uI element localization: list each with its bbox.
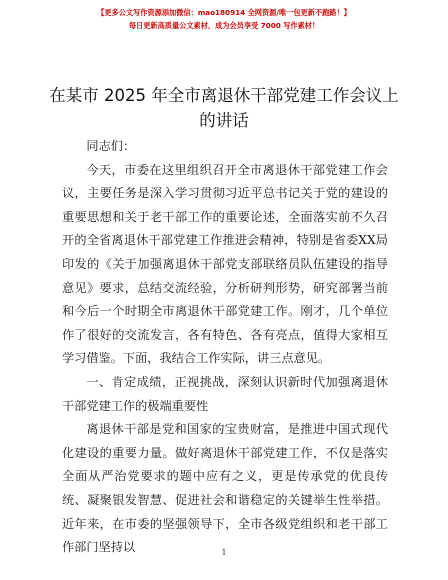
- document-title: 在某市 2025 年全市离退休干部党建工作会议上的讲话: [49, 86, 399, 130]
- paragraph-section-1: 离退休干部是党和国家的宝贵财富，是推进中国式现代化建设的重要力量。做好离退休干部党建工作，不仅是落实全面从严治党要求的题中应有之义，更是传承党的优良传统、凝聚银发智慧、促进社会和谐稳定的关键举生性举措。近年来，在市委的坚强领导下，全市各级党组织和老干部工作部门坚持以: [62, 422, 388, 555]
- promo-banner-line-2: 每日更新高质量公文素材，成为会员享受 7000 写作素材！: [128, 21, 320, 30]
- section-heading-1: 一、肯定成绩，正视挑战，深刻认识新时代加强离退休干部党建工作的极端重要性: [62, 374, 388, 413]
- paragraph-intro: 今天，市委在这里组织召开全市离退休干部党建工作会议，主要任务是深入学习贯彻习近平总书记关于党的建设的重要思想和关于老干部工作的重要论述，全面落实前不久召开的全省离退休干部党建工作推进会精神，特别是省委XX局印发的《关于加强离退休干部党支部联络员队伍建设的指导意见》要求，总结交流经验，分析研判形势，研究部署当前和今后一个时期全市离退休干部党建工作。刚才，几个单位作了很好的交流发言，各有特色、各有亮点，值得大家相互学习借鉴。下面，我结合工作实际，讲三点意见。: [62, 162, 388, 366]
- document-body: [62, 135, 388, 560]
- page-number: 1: [221, 548, 227, 557]
- promo-banner-line-1: 【更多公文写作资源添加微信：mao180914 全网资源/唯一包更新不跑路！】: [97, 8, 351, 17]
- salutation: 同志们：: [86, 139, 136, 153]
